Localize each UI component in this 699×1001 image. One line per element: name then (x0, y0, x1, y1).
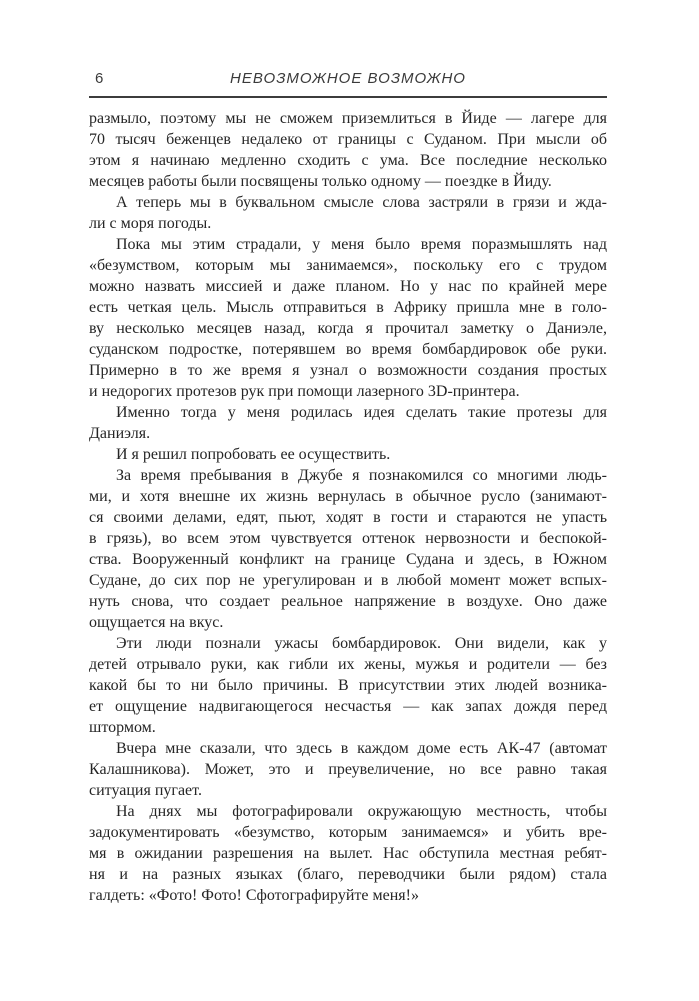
text-line: этом я начинаю медленно сходить с ума. Все последние несколько (89, 152, 607, 169)
text-line: И я решил попробовать ее осуществить. (116, 446, 391, 463)
text-line: ситуация пугает. (89, 782, 202, 799)
text-line: размыло, поэтому мы не сможем приземлиться в Йиде — лагере для (89, 110, 607, 127)
text-line: За время пребывания в Джубе я познакомился со многими людь- (116, 467, 607, 484)
text-line: Именно тогда у меня родилась идея сделать такие протезы для (116, 404, 607, 421)
page-content (89, 70, 607, 906)
text-line: ет ощущение надвигающегося несчастья — как запах дождя перед (89, 698, 607, 715)
text-line: Примерно в то же время я узнал о возможности создания простых (89, 362, 607, 379)
text-line: штормом. (89, 719, 156, 736)
running-title: НЕВОЗМОЖНОЕ ВОЗМОЖНО (230, 70, 466, 87)
text-line: мя в ожидании разрешения на вылет. Нас обступила местная ребят- (89, 845, 607, 862)
text-line: ли с моря погоды. (89, 215, 212, 232)
text-line: месяцев работы были посвящены только одному — поездке в Йиду. (89, 173, 552, 190)
text-line: Эти люди познали ужасы бомбардировок. Они видели, как у (116, 635, 607, 652)
text-line: суданском подростке, потерявшем во время бомбардировок обе руки. (89, 341, 607, 358)
page-header (89, 70, 607, 98)
page-number: 6 (95, 70, 104, 87)
text-line: детей отрывало руки, как гибли их жены, мужья и родители — без (89, 656, 607, 673)
text-line: А теперь мы в буквальном смысле слова застряли в грязи и жда- (116, 194, 607, 211)
text-line: На днях мы фотографировали окружающую местность, чтобы (116, 803, 607, 820)
text-line: нуть снова, что создает реальное напряжение в воздухе. Оно даже (89, 593, 607, 610)
text-line: ми, и хотя внешне их жизнь вернулась в обычное русло (занимают- (89, 488, 607, 505)
text-line: галдеть: «Фото! Фото! Сфотографируйте меня!» (89, 887, 419, 904)
text-line: ства. Вооруженный конфликт на границе Судана и здесь, в Южном (89, 551, 607, 568)
text-line: Пока мы этим страдали, у меня было время поразмышлять над (116, 236, 607, 253)
text-line: в грязь), во всем этом чувствуется оттенок нервозности и беспокой- (89, 530, 607, 547)
text-line: можно назвать миссией и даже планом. Но у нас по крайней мере (89, 278, 607, 295)
text-line: 70 тысяч беженцев недалеко от границы с Суданом. При мысли об (89, 131, 607, 148)
text-line: Судане, до сих пор не урегулирован и в любой момент может вспых- (89, 572, 607, 589)
text-line: Даниэля. (89, 425, 151, 442)
body-text (89, 108, 607, 906)
text-line: Вчера мне сказали, что здесь в каждом доме есть АК-47 (автомат (116, 740, 607, 757)
text-line: Калашникова). Может, это и преувеличение, но все равно такая (89, 761, 607, 778)
text-line: задокументировать «безумство, которым занимаемся» и убить вре- (89, 824, 607, 841)
text-line: ся своими делами, едят, пьют, ходят в гости и стараются не упасть (89, 509, 607, 526)
text-line: и недорогих протезов рук при помощи лазерного 3D-принтера. (89, 383, 520, 400)
text-line: какой бы то ни было причины. В присутствии этих людей возника- (89, 677, 607, 694)
text-line: ощущается на вкус. (89, 614, 224, 631)
text-line: ня и на разных языках (благо, переводчики были рядом) стала (89, 866, 607, 883)
text-line: ву несколько месяцев назад, когда я прочитал заметку о Даниэле, (89, 320, 607, 337)
text-line: «безумством, которым мы занимаемся», поскольку его с трудом (89, 257, 607, 274)
text-line: есть четкая цель. Мысль отправиться в Африку пришла мне в голо- (89, 299, 607, 316)
